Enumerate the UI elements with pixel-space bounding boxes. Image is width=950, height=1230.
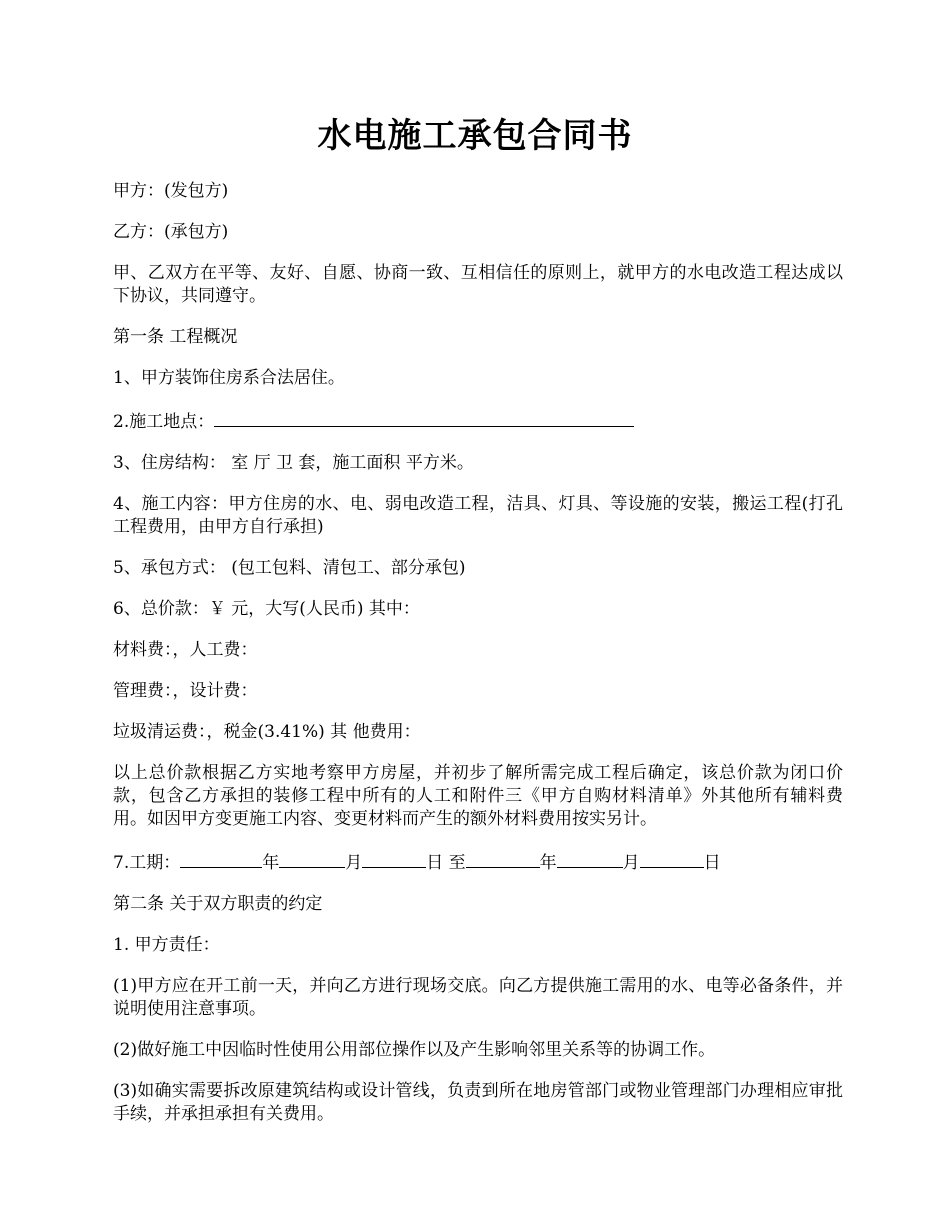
clause-1-7-period	[113, 849, 843, 875]
month-label: 月	[622, 853, 640, 873]
year-label: 年	[262, 853, 280, 873]
blank-line	[640, 849, 704, 868]
blank-line	[362, 849, 426, 868]
day-label: 日	[703, 853, 721, 873]
month-label: 月	[345, 853, 363, 873]
clause-1-3: 3、住房结构： 室 厅 卫 套，施工面积 平方米。	[113, 453, 474, 473]
clause-1-4: 4、施工内容：甲方住房的水、电、弱电改造工程，洁具、灯具、等设施的安装，搬运工程(打孔工程费用，由甲方自行承担)	[113, 494, 843, 537]
document-body	[113, 180, 843, 1144]
blank-line	[180, 849, 262, 868]
party-b-line: 乙方：(承包方)	[113, 222, 229, 242]
party-a-line: 甲方：(发包方)	[113, 181, 229, 201]
blank-line	[466, 849, 540, 868]
duty-a-3: (3)如确实需要拆改原建筑结构或设计管线，负责到所在地房管部门或物业管理部门办理相应审批手续，并承担承担有关费用。	[113, 1081, 843, 1124]
period-label: 7.工期：	[113, 853, 181, 873]
article-1-heading: 第一条 工程概况	[113, 327, 238, 347]
article-2-heading: 第二条 关于双方职责的约定	[113, 894, 323, 914]
price-explanation: 以上总价款根据乙方实地考察甲方房屋，并初步了解所需完成工程后确定，该总价款为闭口价款，包含乙方承担的装修工程中所有的人工和附件三《甲方自购材料清单》外其他所有辅料费用。如因甲方变更施工内容、变更材料而产生的额外材料费用按实另计。	[113, 763, 843, 829]
document-title: 水电施工承包合同书	[317, 116, 633, 156]
duty-a-2: (2)做好施工中因临时性使用公用部位操作以及产生影响邻里关系等的协调工作。	[113, 1040, 716, 1060]
site-label: 2.施工地点：	[113, 412, 215, 432]
year-label: 年	[539, 853, 557, 873]
clause-1-2-site	[113, 408, 843, 434]
clause-1-6: 6、总价款：￥ 元，大写(人民币) 其中：	[113, 599, 420, 619]
duty-a-1: (1)甲方应在开工前一天，并向乙方进行现场交底。向乙方提供施工需用的水、电等必备条件，并说明使用注意事项。	[113, 976, 843, 1019]
fee-material-labor: 材料费：，人工费：	[113, 640, 258, 660]
day-to-label: 日 至	[426, 853, 466, 873]
party-a-duty-heading: 1. 甲方责任：	[113, 935, 220, 955]
clause-1-5: 5、承包方式： (包工包料、清包工、部分承包)	[113, 558, 466, 578]
blank-line	[279, 849, 345, 868]
agreement-intro: 甲、乙双方在平等、友好、自愿、协商一致、互相信任的原则上，就甲方的水电改造工程达成以下协议，共同遵守。	[113, 263, 843, 306]
fee-management-design: 管理费：，设计费：	[113, 681, 258, 701]
fee-waste-tax-other: 垃圾清运费：，税金(3.41%) 其 他费用：	[113, 722, 421, 742]
blank-line	[557, 849, 623, 868]
clause-1-1: 1、甲方装饰住房系合法居住。	[113, 368, 345, 388]
site-blank-line	[214, 408, 634, 427]
